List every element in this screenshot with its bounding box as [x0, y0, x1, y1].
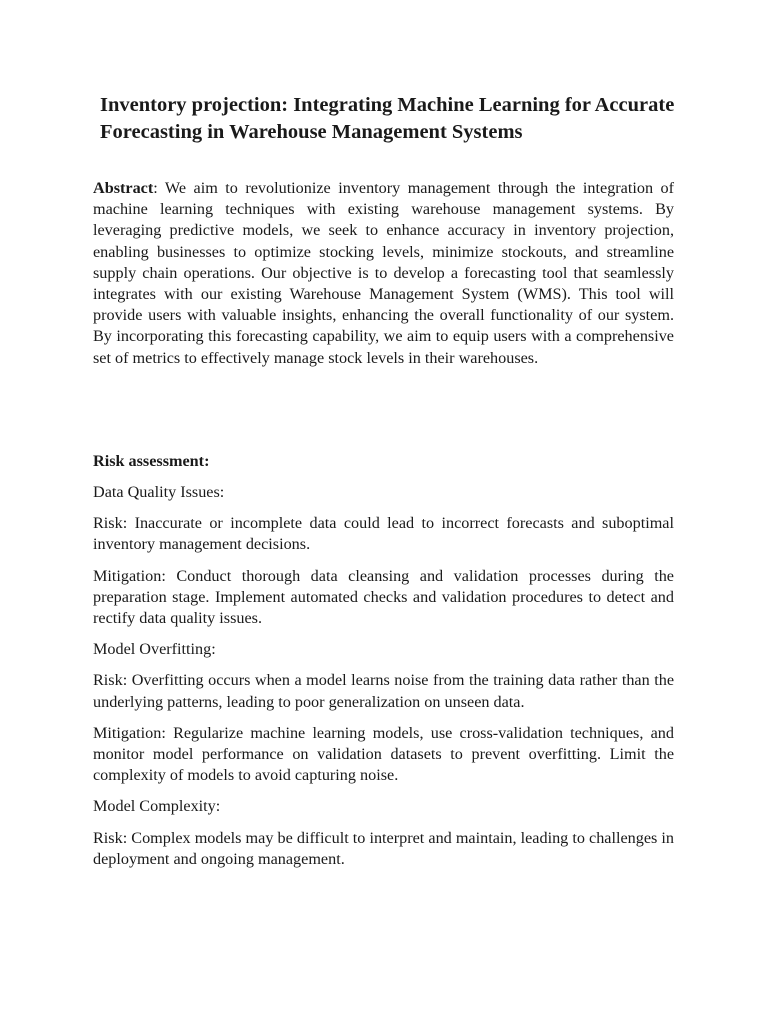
risk-assessment-heading: Risk assessment:	[93, 452, 210, 470]
risk-mitigation: Mitigation: Regularize machine learning models, use cross-validation techniques, and monitor model performance on validation datasets to prevent overfitting. Limit the complexity of models to avoid capturing noise.	[93, 723, 674, 785]
abstract-text: : We aim to revolutionize inventory management through the integration of machine learning techniques with existing warehouse management systems. By leveraging predictive models, we seek to enhance accuracy in inventory projection, enabling businesses to optimize stocking levels, minimize stockouts, and streamline supply chain operations. Our objective is to develop a forecasting tool that seamlessly integrates with our existing Warehouse Management System (WMS). This tool will provide users with valuable insights, enhancing the overall functionality of our system. By incorporating this forecasting capability, we aim to equip users with a comprehensive set of metrics to effectively manage stock levels in their warehouses.	[93, 179, 674, 367]
risk-description: Risk: Complex models may be difficult to interpret and maintain, leading to challenges in deployment and ongoing management.	[93, 828, 674, 868]
risk-description: Risk: Overfitting occurs when a model learns noise from the training data rather than the underlying patterns, leading to poor generalization on unseen data.	[93, 671, 674, 711]
risk-item-title: Model Overfitting:	[93, 640, 216, 659]
risk-item-title: Data Quality Issues:	[93, 483, 225, 501]
abstract-label: Abstract	[93, 179, 154, 197]
risk-mitigation: Mitigation: Conduct thorough data cleansing and validation processes during the preparation stage. Implement automated checks and validation procedures to detect and rectify data quality issues.	[93, 566, 674, 628]
risk-item-title: Model Complexity:	[93, 797, 221, 816]
document-title: Inventory projection: Integrating Machine Learning for Accurate Forecasting in Warehouse Management Systems	[100, 94, 675, 143]
risk-description: Risk: Inaccurate or incomplete data could lead to incorrect forecasts and suboptimal inventory management decisions.	[93, 514, 674, 554]
risk-assessment-section	[93, 482, 674, 880]
abstract-paragraph	[93, 178, 674, 369]
